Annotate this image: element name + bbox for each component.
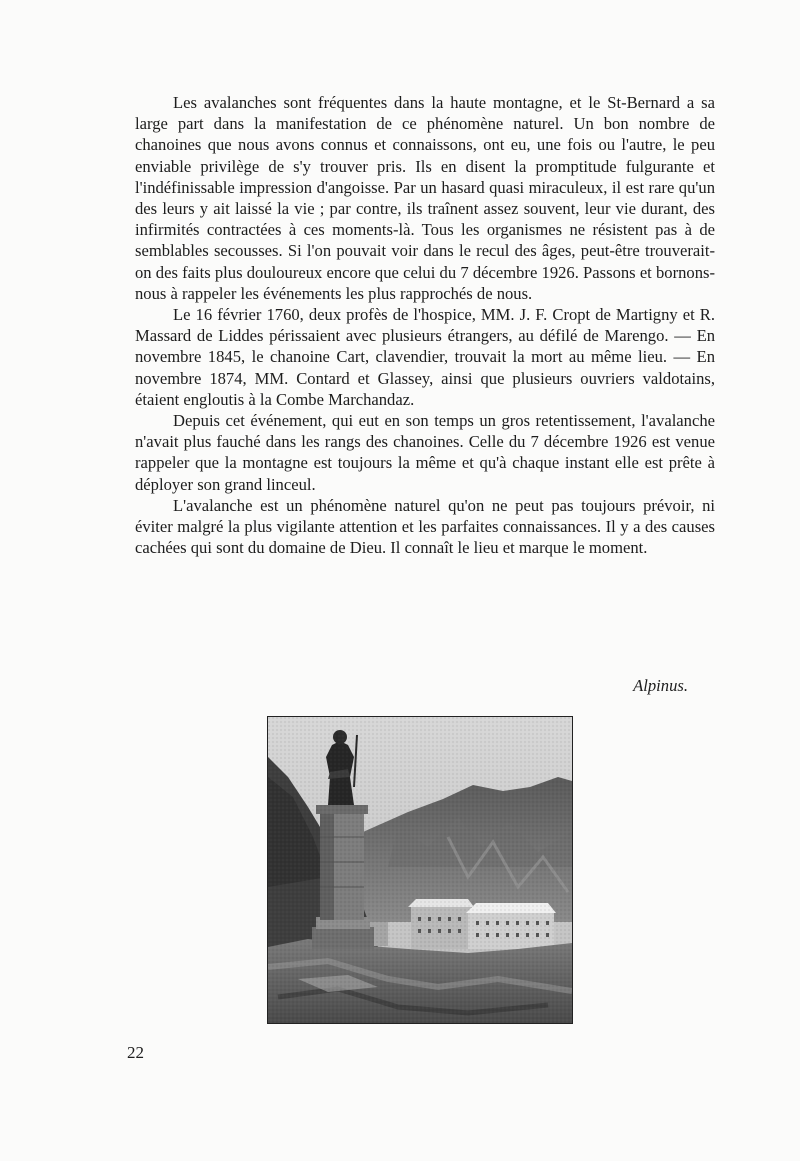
author-signature: Alpinus. — [633, 676, 688, 695]
hospice-photograph — [267, 716, 573, 1024]
paragraph-4: L'avalanche est un phénomène naturel qu'on ne peut pas toujours prévoir, ni éviter malgré la plus vigilante attention et les parfaites connaissances. Il y a des causes cachées qui sont du domaine de Dieu. Il connaît le lieu et marque le moment. — [135, 495, 715, 558]
page-number: 22 — [127, 1043, 144, 1062]
paragraph-2: Le 16 février 1760, deux profès de l'hospice, MM. J. F. Cropt de Martigny et R. Massard de Liddes périssaient avec plusieurs étrangers, au défilé de Marengo. — En novembre 1845, le chanoine Cart, clavendier, trouvait la mort au même lieu. — En novembre 1874, MM. Contard et Glassey, ainsi que plusieurs ouvriers valdotains, étaient engloutis à la Combe Marchandaz. — [135, 305, 715, 409]
article-body — [135, 92, 715, 558]
paragraph-1: Les avalanches sont fréquentes dans la haute montagne, et le St-Bernard a sa large part dans la manifestation de ce phénomène naturel. Un bon nombre de chanoines que nous avons connus et connaissons, ont eu, une fois ou l'autre, le peu enviable privilège de s'y trouver pris. Ils en disent la promptitude fulgurante et l'indéfinissable impression d'angoisse. Par un hasard quasi miraculeux, il est rare qu'un des leurs y ait laissé la vie ; par contre, ils traînent assez souvent, leur vie durant, des infirmités contractées à ces moments-là. Tous les organismes ne résistent pas à de semblables secousses. Si l'on pouvait voir dans le recul des âges, peut-être trouverait-on des faits plus douloureux encore que celui du 7 décembre 1926. Passons et bornons-nous à rappeler les événements les plus rapprochés de nous. — [135, 93, 715, 303]
photo-illustration — [268, 717, 572, 1023]
paragraph-3: Depuis cet événement, qui eut en son temps un gros retentissement, l'avalanche n'avait plus fauché dans les rangs des chanoines. Celle du 7 décembre 1926 est venue rappeler que la montagne est toujours la même et qu'à chaque instant elle est prête à déployer son grand linceul. — [135, 411, 715, 494]
